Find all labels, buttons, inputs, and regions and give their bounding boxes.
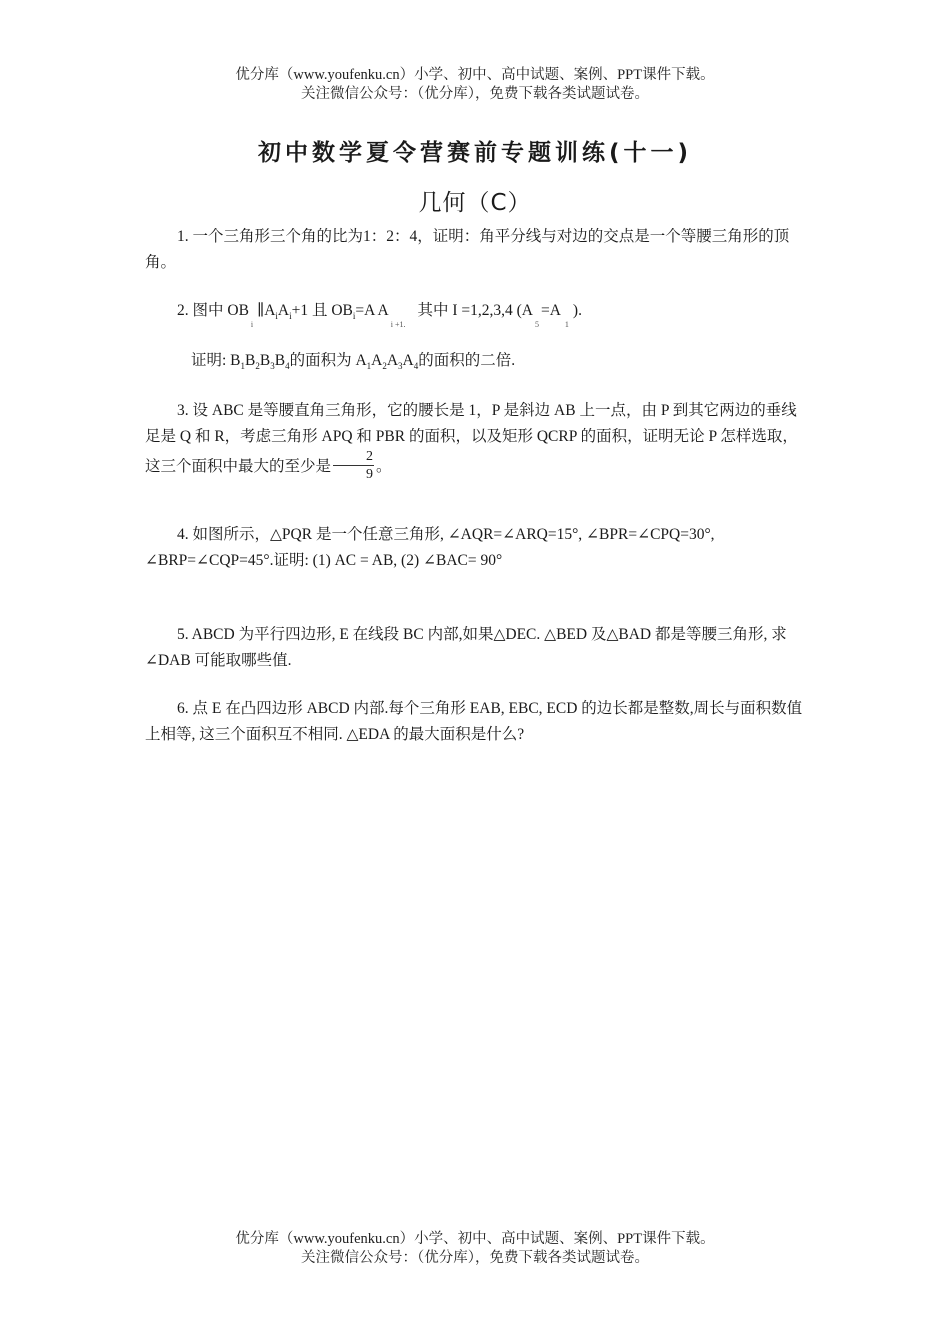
- footer-line-2: 关注微信公众号：（优分库），免费下载各类试题试卷。: [301, 1250, 649, 1266]
- problem-1: 1. 一个三角形三个角的比为1：2：4，证明：角平分线与对边的交点是一个等腰三角形的顶角。: [145, 228, 790, 271]
- page-subtitle: 几何（C）: [418, 190, 532, 216]
- header-line-1: 优分库（www.youfenku.cn）小学、初中、高中试题、案例、PPT课件下载。: [235, 67, 715, 83]
- page-header: [0, 66, 950, 104]
- fraction-2-9: $\frac{2}{9}$: [333, 448, 374, 483]
- problem-6: 6. 点 E 在凸四边形 ABCD 内部.每个三角形 EAB, EBC, ECD 的边长都是整数,周长与面积数值上相等, 这三个面积互不相同. △EDA 的最大面积是什么?: [145, 700, 803, 743]
- page-footer: [0, 1230, 950, 1268]
- problem-2: 2. 图中 $OB_i$ $\parallel A_iA_i+1$ 且 $OB_i=A$ $A_{i +1.}$其中 I =1,2,3,4 $(A_5=A_1)$.: [177, 302, 582, 329]
- problem-3: 3. 设 ABC 是等腰直角三角形，它的腰长是 1，P 是斜边 AB 上一点，由 P 到其它两边的垂线足是 Q 和 R，考虑三角形 APQ 和 PBR 的面积，以及矩形 QCRP 的面积，证明无论 P 怎样选取，这三个面积中最大的至少是 $\frac{2}{9}$ 。: [145, 402, 798, 482]
- problem-2-proof: 证明: $B_1B_2B_3B_4$的面积为 $A_1A_2A_3A_4$的面积的二倍.: [191, 352, 516, 372]
- footer-line-1: 优分库（www.youfenku.cn）小学、初中、高中试题、案例、PPT课件下载。: [235, 1231, 715, 1247]
- problem-4: 4. 如图所示，△PQR 是一个任意三角形, ∠AQR=∠ARQ=15°, ∠BPR=∠CPQ=30°, ∠BRP=∠CQP=45°.证明: (1) AC = AB, (2) ∠BAC= 90°: [145, 526, 715, 569]
- page-title: 初中数学夏令营赛前专题训练(十一): [257, 140, 693, 166]
- header-line-2: 关注微信公众号：（优分库），免费下载各类试题试卷。: [301, 86, 649, 102]
- problem-5: 5. ABCD 为平行四边形, E 在线段 BC 内部,如果△DEC. △BED 及△BAD 都是等腰三角形, 求∠DAB 可能取哪些值.: [145, 626, 787, 669]
